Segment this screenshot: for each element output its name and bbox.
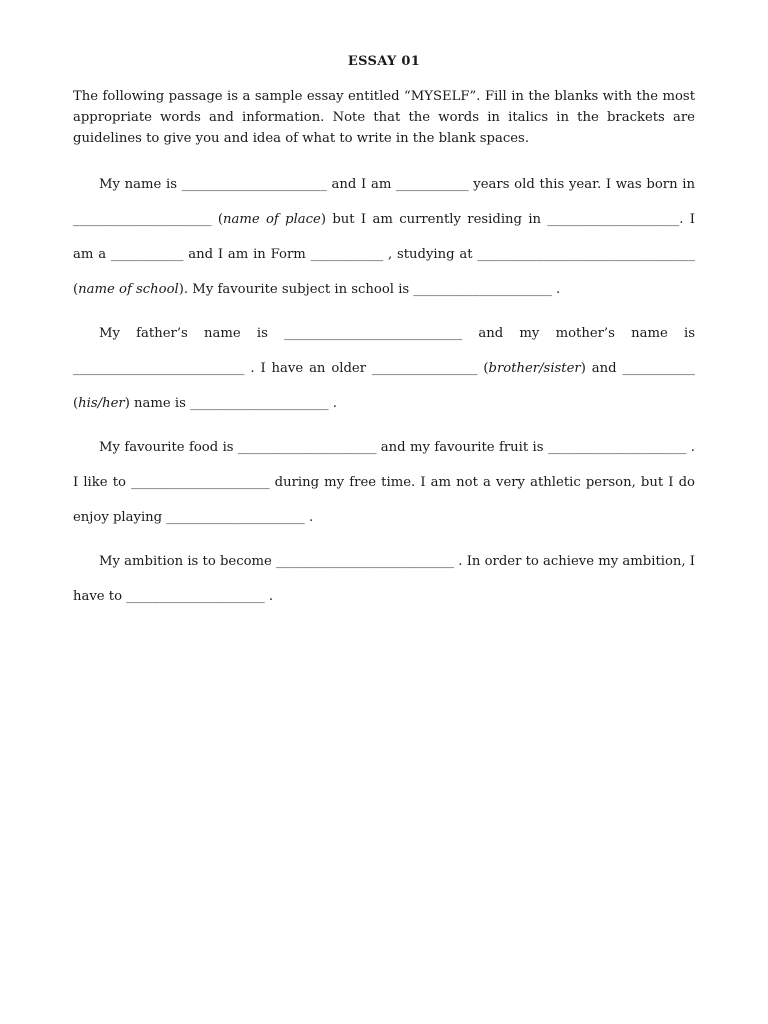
italic-hint: his/her	[78, 396, 125, 411]
essay-text: .	[328, 396, 337, 411]
essay-text: ) but I am currently residing in	[320, 212, 548, 227]
essay-paragraph	[73, 167, 695, 307]
essay-text: (	[73, 282, 79, 297]
essay-text: ) name is	[124, 396, 191, 411]
italic-hint: brother/sister	[488, 361, 581, 376]
essay-title: ESSAY 01	[347, 54, 421, 69]
blank-line[interactable]: _____________________	[237, 440, 377, 455]
essay-page	[73, 52, 695, 614]
essay-paragraph	[73, 544, 695, 614]
essay-text: (	[73, 396, 79, 411]
blank-line[interactable]: __________________________	[73, 361, 245, 376]
essay-text: .	[551, 282, 561, 297]
essay-text: and my mother’s name is	[462, 326, 695, 341]
essay-text: ) and	[580, 361, 623, 376]
blank-line[interactable]: ___________	[396, 177, 469, 192]
essay-text: My ambition is to become	[99, 554, 277, 569]
essay-text: years old this year. I was born in	[468, 177, 695, 192]
blank-line[interactable]: _________________________________	[477, 247, 695, 262]
italic-hint: name of place	[222, 212, 321, 227]
essay-text: , studying at	[383, 247, 478, 262]
essay-body	[73, 167, 695, 614]
essay-text: and my favourite fruit is	[376, 440, 548, 455]
essay-text: My favourite food is	[99, 440, 238, 455]
blank-line[interactable]: ___________	[310, 247, 384, 262]
essay-text: and I am in Form	[183, 247, 311, 262]
essay-paragraph	[73, 430, 695, 535]
blank-line[interactable]: ______________________	[181, 177, 327, 192]
essay-text: ). My favourite subject in school is	[178, 282, 414, 297]
italic-hint: name of school	[78, 282, 179, 297]
blank-line[interactable]: _____________________	[547, 440, 687, 455]
blank-line[interactable]: ________________	[371, 361, 478, 376]
blank-line[interactable]: _____________________	[166, 510, 305, 525]
essay-paragraph	[73, 316, 695, 421]
blank-line[interactable]: _____________________	[190, 396, 329, 411]
essay-text: . In order to achieve my ambition, I have to	[73, 554, 695, 604]
essay-text: My father’s name is	[99, 326, 285, 341]
blank-line[interactable]: ___________________________	[276, 554, 455, 569]
essay-text: .	[304, 510, 314, 525]
essay-text: My name is	[99, 177, 182, 192]
essay-text: (	[477, 361, 489, 376]
blank-line[interactable]: _____________________	[131, 475, 270, 490]
blank-line[interactable]: _____________________	[73, 212, 212, 227]
essay-text: . I am a	[73, 212, 695, 262]
blank-line[interactable]: _____________________	[126, 589, 265, 604]
essay-text: . I have an older	[244, 361, 372, 376]
essay-text: (	[211, 212, 223, 227]
essay-text: and I am	[326, 177, 397, 192]
instructions-paragraph: The following passage is a sample essay entitled “MYSELF”. Fill in the blanks with the most appropriate words and information. Note that the words in italics in the brackets are guidelines to give you and idea of what to write in the blank spaces.	[73, 89, 695, 146]
blank-line[interactable]: ___________	[622, 361, 696, 376]
blank-line[interactable]: ___________	[110, 247, 184, 262]
blank-line[interactable]: ____________________	[547, 212, 680, 227]
essay-text: during my free time. I am not a very athletic person, but I do enjoy playing	[73, 475, 695, 525]
essay-text: .	[264, 589, 274, 604]
blank-line[interactable]: _____________________	[413, 282, 552, 297]
blank-line[interactable]: ___________________________	[284, 326, 463, 341]
essay-text: . I like to	[73, 440, 695, 490]
